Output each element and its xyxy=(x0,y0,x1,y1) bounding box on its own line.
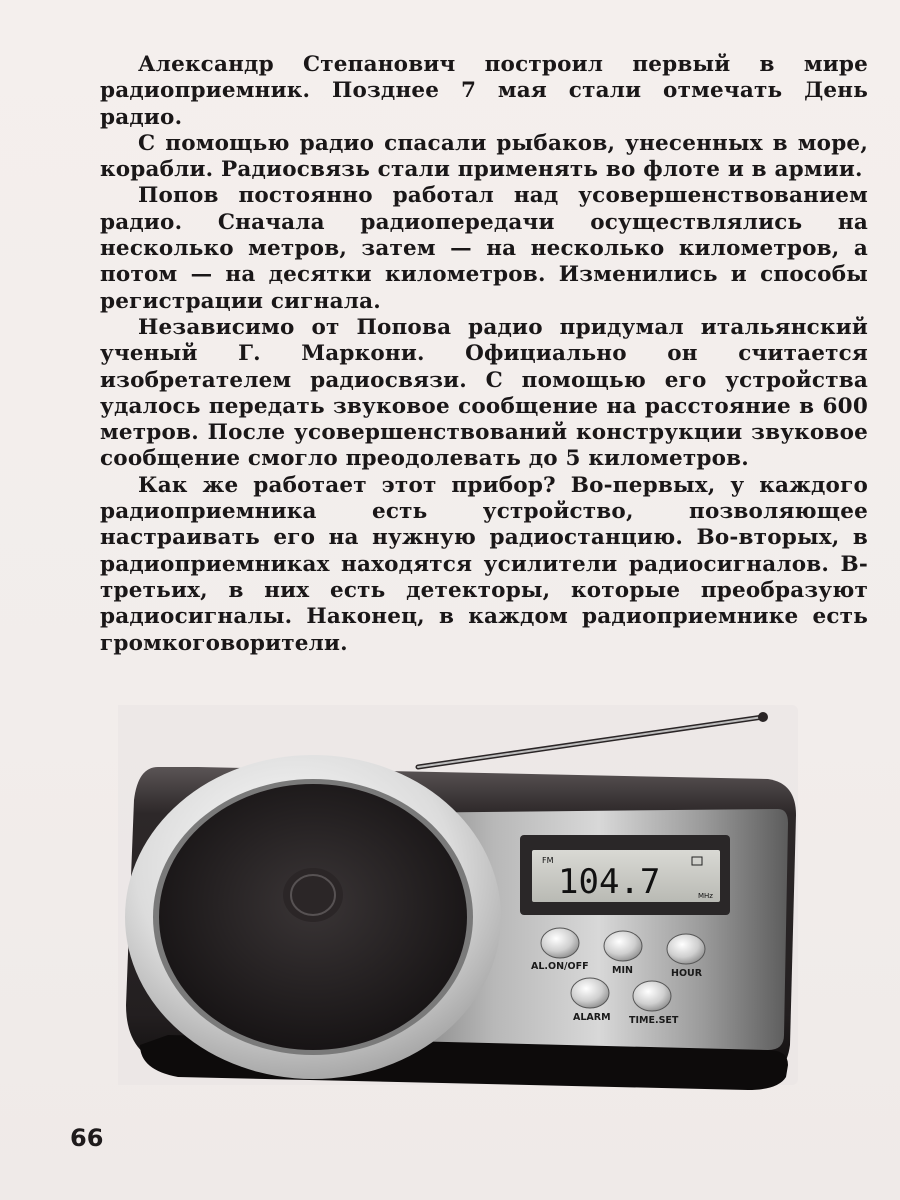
unit-label: MHz xyxy=(698,892,713,900)
alarm-button xyxy=(571,978,609,1008)
button-label: AL.ON/OFF xyxy=(531,961,589,972)
paragraph: С помощью радио спасали рыбаков, унесенных в море, корабли. Радиосвязь стали применять во флоте и в армии. xyxy=(100,130,868,183)
radio-illustration xyxy=(118,705,808,1115)
button-label: ALARM xyxy=(573,1012,611,1023)
page-number: 66 xyxy=(70,1124,104,1152)
body-text xyxy=(100,52,868,657)
speaker-icon xyxy=(125,755,501,1079)
button-label: HOUR xyxy=(671,968,703,979)
button-label: MIN xyxy=(612,965,633,976)
paragraph: Независимо от Попова радио придумал итальянский ученый Г. Маркони. Официально он считается изобретателем радиосвязи. С помощью его устройства удалось передать звуковое сообщение на расстояние в 600 метров. После усовершенствований конструкции звуковое сообщение смогло преодолевать до 5 километров. xyxy=(100,314,868,472)
band-label: FM xyxy=(542,856,554,865)
paragraph: Как же работает этот прибор? Во-первых, у каждого радиоприемника есть устройство, позволяющее настраивать его на нужную радиостанцию. Во-вторых, в радиоприемниках находятся усилители радиосигналов. В-третьих, в них есть детекторы, которые преобразуют радиосигналы. Наконец, в каждом радиоприемнике есть громкоговорители. xyxy=(100,472,868,656)
button-label: TIME.SET xyxy=(629,1015,679,1026)
lcd-display xyxy=(520,835,730,915)
frequency-readout: 104.7 xyxy=(558,862,661,902)
alarm-toggle-button xyxy=(541,928,579,958)
paragraph: Александр Степанович построил первый в мире радиоприемник. Позднее 7 мая стали отмечать День радио. xyxy=(100,52,868,130)
paragraph: Попов постоянно работал над усовершенствованием радио. Сначала радиопередачи осуществлялись на несколько метров, затем — на несколько километров, а потом — на десятки километров. Изменились и способы регистрации сигнала. xyxy=(100,183,868,314)
minute-button xyxy=(604,931,642,961)
time-set-button xyxy=(633,981,671,1011)
hour-button xyxy=(667,934,705,964)
